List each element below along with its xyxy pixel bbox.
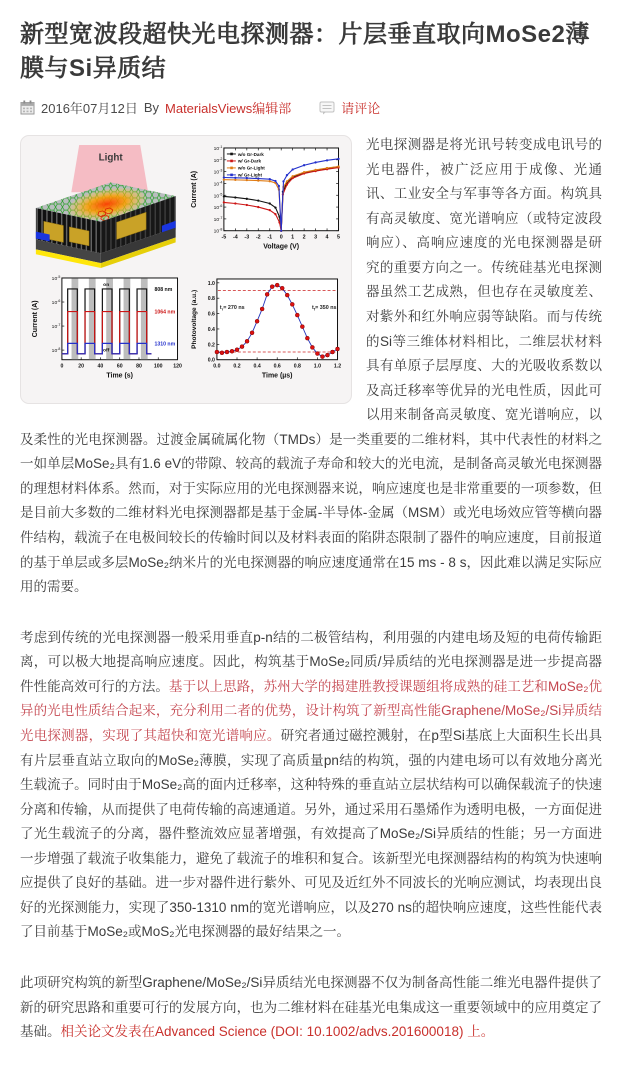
svg-text:60: 60 [116, 363, 123, 370]
figure-panel-pulse [187, 272, 345, 396]
svg-text:Photovoltage (a.u.): Photovoltage (a.u.) [190, 289, 198, 349]
svg-text:10-6: $10^{-6}$ [213, 204, 222, 212]
paragraph [20, 971, 602, 1045]
svg-text:0.4: 0.4 [253, 363, 261, 370]
svg-text:10-8: $10^{-8}$ [51, 347, 61, 355]
article-figure[interactable] [20, 135, 352, 404]
svg-text:w/o Gr-Light: w/o Gr-Light [237, 165, 265, 171]
svg-text:off: off [103, 347, 110, 354]
paragraph-segment: 此项研究构筑的新型Graphene/MoSe₂/Si异质结光电探测器不仅为制备高性能二维光电器件提供了新的研究思路和重要可行的发展方向，也为二维材料在硅基光电集成这一重要领域中的应用奠定了基础。 [20, 975, 602, 1040]
figure-grid [28, 143, 344, 396]
svg-text:w/ Gr-Light: w/ Gr-Light [237, 172, 262, 178]
paragraph-segment: 光电探测器是将光讯号转变成电讯号的光电器件，被广泛应用于成像、光通讯、工业安全与军事等各方面。构筑具有高灵敏度、宽光谱响应（或特定波段响应）、高响应速度的光电探测器是研究的重要方向之一。传统硅基光电探测器虽然工艺成熟，但也存在灵敏度差、对紫外和红外响应弱等缺陷。而与传统的Si等三维体材料相比，二维层状材料具有单原子层厚度、大的光吸收系数以及高迁移率等优异的光电性质，因此可以用来制备高灵敏度、宽光谱响应，以及柔性的光电探测器。过渡金属硫属化物（TMDs）是一类重要的二维材料，其中代表性的材料之一如单层MoSe₂具有1.6 eV的带隙、较高的载流子寿命和较大的光电流，是制备高灵敏光电探测器的理想材料体系。然而，对于实际应用的光电探测器来说，响应速度也是非常重要的一项参数，但是目前大多数的二维材料光电探测器都是基于金属-半导体-金属（MSM）或光电场效应管等横向器件结构，载流子在电极间较长的传输时间以及材料表面的陷阱态限制了器件的响应速度，目前报道的基于单层或多层MoSe₂纳米片的光电探测器的响应速度通常在15 ms - 8 s，因此难以满足实际应用的需要。 [20, 137, 602, 595]
post-date: 2016年07月12日 [41, 101, 138, 116]
svg-text:10-2: $10^{-2}$ [213, 156, 222, 164]
svg-text:10-7: $10^{-7}$ [213, 215, 222, 223]
svg-text:-3: -3 [243, 234, 249, 241]
svg-text:10-4: $10^{-4}$ [213, 180, 222, 188]
svg-text:1: 1 [290, 234, 294, 241]
svg-text:3: 3 [313, 234, 317, 241]
svg-text:0: 0 [279, 234, 283, 241]
svg-text:10-7: $10^{-7}$ [51, 323, 61, 331]
svg-text:4: 4 [325, 234, 329, 241]
svg-text:Current (A): Current (A) [190, 170, 198, 208]
paragraph [20, 626, 602, 945]
svg-text:1.2: 1.2 [333, 363, 341, 370]
svg-text:10-5: $10^{-5}$ [213, 192, 222, 200]
comment-icon [319, 101, 335, 115]
svg-text:5: 5 [336, 234, 340, 241]
svg-text:-2: -2 [255, 234, 261, 241]
figure-panel-iv [187, 143, 345, 271]
svg-text:tf= 350 ns: $t_f= 350$ ns [311, 304, 337, 312]
comment-link[interactable]: 请评论 [341, 101, 381, 116]
svg-text:40: 40 [97, 363, 104, 370]
light-label: Light [98, 152, 123, 164]
svg-text:20: 20 [78, 363, 85, 370]
svg-text:10-1: $10^{-1}$ [213, 144, 222, 152]
svg-text:10-5: $10^{-5}$ [51, 274, 61, 282]
page-title: 新型宽波段超快光电探测器：片层垂直取向MoSe2薄膜与Si异质结 [20, 21, 590, 82]
article [20, 133, 602, 1071]
device-schematic [28, 143, 186, 271]
by-label: By [143, 100, 160, 115]
svg-text:1.0: 1.0 [313, 363, 321, 370]
svg-text:80: 80 [136, 363, 142, 370]
svg-text:w/o Gr-Dark: w/o Gr-Dark [237, 151, 264, 157]
svg-text:10-6: $10^{-6}$ [51, 298, 61, 306]
paper-link[interactable]: 相关论文发表在Advanced Science (DOI: 10.1002/advs.201600018) 上。 [60, 1024, 495, 1040]
svg-text:0.4: 0.4 [207, 326, 215, 333]
svg-text:w/ Gr-Dark: w/ Gr-Dark [237, 158, 261, 164]
time-response-chart [28, 272, 186, 396]
svg-text:Current (A): Current (A) [31, 300, 39, 338]
svg-text:10-8: $10^{-8}$ [213, 227, 222, 235]
svg-text:Time (s): Time (s) [106, 372, 134, 380]
svg-text:0.6: 0.6 [273, 363, 281, 370]
svg-text:0: 0 [60, 363, 64, 370]
svg-text:808 nm: 808 nm [154, 286, 173, 293]
svg-text:on: on [103, 281, 110, 288]
svg-text:Time (µs): Time (µs) [261, 372, 293, 380]
calendar-icon [20, 100, 35, 115]
svg-text:0.2: 0.2 [232, 363, 241, 370]
svg-text:0.8: 0.8 [207, 296, 215, 303]
svg-text:10-3: $10^{-3}$ [213, 168, 222, 176]
svg-text:120: 120 [173, 363, 182, 370]
meta-row [20, 98, 602, 117]
figure-panel-time [28, 272, 186, 396]
author-link[interactable]: MaterialsViews编辑部 [165, 101, 292, 116]
svg-text:1.0: 1.0 [207, 280, 215, 287]
photovoltage-chart [187, 272, 345, 396]
svg-text:0.6: 0.6 [207, 311, 215, 318]
svg-text:Voltage (V): Voltage (V) [262, 243, 299, 251]
svg-text:-1: -1 [266, 234, 272, 241]
svg-text:0.2: 0.2 [207, 342, 215, 349]
svg-text:1310 nm: 1310 nm [154, 341, 176, 348]
paragraph-segment: 研究者通过磁控溅射，在p型Si基底上大面积生长出具有片层垂直站立取向的MoSe₂薄膜，实现了高质量pn结的构筑，强的内建电场可以有效地分离光生载流子。同时由于MoSe₂高的面内迁移率，这种特殊的垂直站立层状结构可以确保载流子的快速分离和传输，从而提供了电荷传输的高速通道。另外，通过采用石墨烯作为透明电极，一方面促进了光生载流子的分离，器件整流效应显著增强，有效提高了MoSe₂/Si异质结的性能；另一方面进一步增强了载流子收集能力，避免了载流子的堆积和复合。该新型光电探测器结构的构筑为快速响应提供了良好的基础。进一步对器件进行紫外、可见及近红外不同波长的光响应测试，均表现出良好的光探测能力，实现了350-1310 nm的宽光谱响应，以及270 ns的超快响应速度，这些性能代表了目前基于MoSe₂或MoS₂光电探测器的最好结果之一。 [20, 727, 603, 940]
svg-text:1064 nm: 1064 nm [154, 309, 176, 316]
svg-text:100: 100 [153, 363, 163, 370]
paragraph-segment: 考虑到传统的光电探测器一般采用垂直p-n结的二极管结构，利用强的内建电场及短的电荷传输距离，可以极大地提高响应速度。因此，构筑基于MoSe₂同质/异质结的光电探测器是进一步提高器件性能高效可行的方法。 [20, 629, 602, 694]
paragraph-segment: 基于以上思路，苏州大学的揭建胜教授课题组将成熟的硅工艺和MoSe₂优异的光电性质结合起来，充分利用二者的优势，设计构筑了新型高性能Graphene/MoSe₂/Si异质结光电探测器，实现了其超快和宽光谱响应。 [20, 678, 603, 743]
svg-text:0.8: 0.8 [293, 363, 301, 370]
svg-text:0.0: 0.0 [212, 363, 221, 370]
svg-text:tr= 270 ns: $t_r= 270$ ns [219, 304, 245, 312]
svg-text:2: 2 [302, 234, 306, 241]
iv-chart [187, 143, 345, 267]
svg-text:-5: -5 [220, 234, 226, 241]
figure-panel-device [28, 143, 186, 271]
svg-text:0.0: 0.0 [207, 357, 215, 364]
svg-text:-4: -4 [232, 234, 238, 241]
